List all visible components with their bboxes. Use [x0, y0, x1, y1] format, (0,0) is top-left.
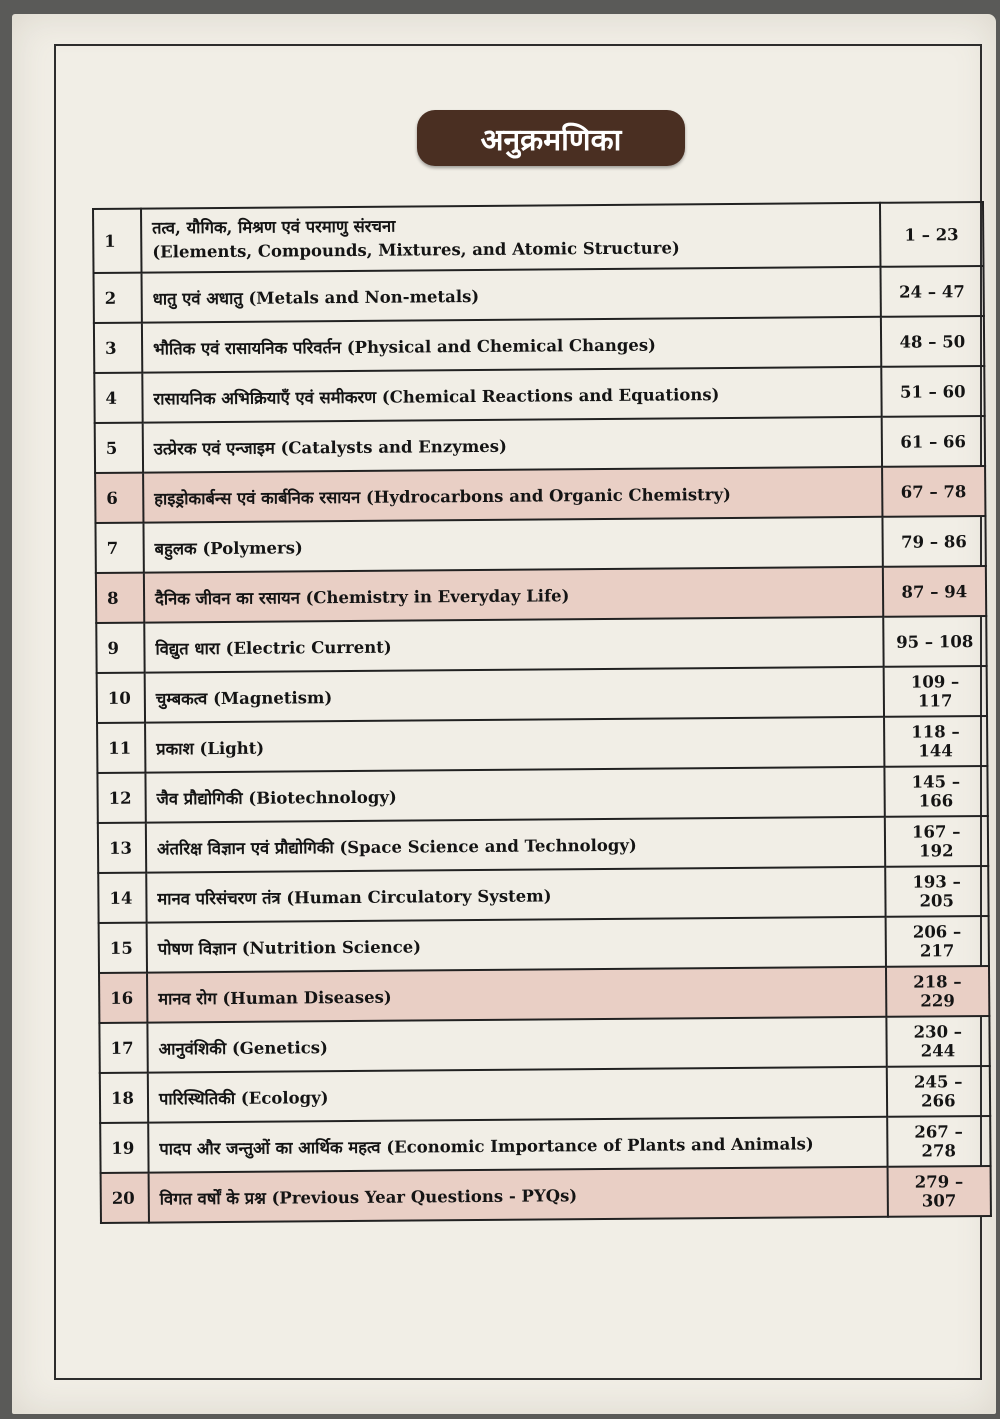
- table-row: [99, 916, 989, 973]
- page-range: 95 – 108: [883, 616, 987, 667]
- chapter-title: हाइड्रोकार्बन्स एवं कार्बनिक रसायन (Hydrocarbons and Organic Chemistry): [143, 467, 882, 523]
- chapter-title: [141, 203, 880, 273]
- chapter-number: 2: [94, 273, 142, 323]
- page-range: 230 – 244: [886, 1016, 990, 1067]
- page-range: 48 – 50: [880, 316, 984, 367]
- chapter-number: 9: [96, 623, 144, 673]
- page-range: 245 – 266: [886, 1066, 990, 1117]
- table-row: [97, 716, 987, 773]
- chapter-title: रासायनिक अभिक्रियाएँ एवं समीकरण (Chemical Reactions and Equations): [142, 367, 881, 423]
- chapter-title: विद्युत धारा (Electric Current): [144, 617, 883, 673]
- page-range: 109 – 117: [883, 666, 987, 717]
- table-row: [100, 1116, 990, 1173]
- page-title: अनुक्रमणिका: [417, 110, 685, 166]
- page-range: 218 – 229: [886, 966, 990, 1017]
- chapter-title: अंतरिक्ष विज्ञान एवं प्रौद्योगिकी (Space Science and Technology): [146, 817, 885, 873]
- book-page: [12, 14, 996, 1414]
- chapter-number: 10: [97, 673, 145, 723]
- page-range: 67 – 78: [882, 466, 986, 517]
- table-row-highlighted: [95, 466, 985, 523]
- table-row: [96, 616, 986, 673]
- table-row-highlighted: [101, 1166, 991, 1223]
- chapter-title: पादप और जन्तुओं का आर्थिक महत्व (Economic Importance of Plants and Animals): [148, 1117, 887, 1173]
- page-range: 79 – 86: [882, 516, 986, 567]
- table-row: [97, 666, 987, 723]
- table-row: [95, 516, 985, 573]
- chapter-number: 11: [97, 723, 145, 773]
- chapter-number: 1: [93, 209, 141, 273]
- chapter-title-english: (Elements, Compounds, Mixtures, and Atomic Structure): [152, 238, 680, 262]
- page-range: 167 – 192: [884, 816, 988, 867]
- chapter-title: दैनिक जीवन का रसायन (Chemistry in Everyday Life): [144, 567, 883, 623]
- chapter-title: मानव रोग (Human Diseases): [147, 967, 886, 1023]
- chapter-title: धातु एवं अधातु (Metals and Non-metals): [141, 267, 880, 323]
- chapter-number: 7: [95, 523, 143, 573]
- page-range: 118 – 144: [884, 716, 988, 767]
- chapter-title: बहुलक (Polymers): [143, 517, 882, 573]
- chapter-title: आनुवंशिकी (Genetics): [147, 1017, 886, 1073]
- chapter-title-hindi: तत्व, यौगिक, मिश्रण एवं परमाणु संरचना: [152, 216, 396, 238]
- chapter-number: 12: [97, 773, 145, 823]
- chapter-number: 4: [94, 373, 142, 423]
- chapter-number: 18: [100, 1073, 148, 1123]
- table-row: [98, 816, 988, 873]
- chapter-number: 20: [101, 1173, 149, 1223]
- chapter-title: पारिस्थितिकी (Ecology): [148, 1067, 887, 1123]
- table-row-highlighted: [99, 966, 989, 1023]
- page-range: 145 – 166: [884, 766, 988, 817]
- table-row: [97, 766, 987, 823]
- table-row: [95, 416, 985, 473]
- chapter-number: 15: [99, 923, 147, 973]
- page-range: 267 – 278: [887, 1116, 991, 1167]
- table-row: [94, 316, 984, 373]
- table-row: [94, 266, 984, 323]
- chapter-title: विगत वर्षों के प्रश्न (Previous Year Questions - PYQs): [149, 1167, 888, 1223]
- chapter-number: 16: [99, 973, 147, 1023]
- chapter-number: 6: [95, 473, 143, 523]
- page-range: 24 – 47: [880, 266, 984, 317]
- chapter-number: 3: [94, 323, 142, 373]
- table-row: [98, 866, 988, 923]
- chapter-number: 8: [96, 573, 144, 623]
- chapter-title: प्रकाश (Light): [145, 717, 884, 773]
- page-range: 206 – 217: [885, 916, 989, 967]
- chapter-title: जैव प्रौद्योगिकी (Biotechnology): [145, 767, 884, 823]
- table-row: [94, 366, 984, 423]
- chapter-number: 13: [98, 823, 146, 873]
- chapter-number: 19: [100, 1123, 148, 1173]
- page-range: 279 – 307: [887, 1166, 991, 1217]
- page-range: 61 – 66: [881, 416, 985, 467]
- table-row-highlighted: [96, 566, 986, 623]
- chapter-title: पोषण विज्ञान (Nutrition Science): [147, 917, 886, 973]
- table-row: [99, 1016, 989, 1073]
- page-range: 1 – 23: [880, 202, 984, 267]
- contents-table: [92, 201, 992, 1224]
- page-range: 51 – 60: [881, 366, 985, 417]
- page-range: 87 – 94: [882, 566, 986, 617]
- chapter-title: उत्प्रेरक एवं एन्जाइम (Catalysts and Enzymes): [143, 417, 882, 473]
- chapter-number: 14: [98, 873, 146, 923]
- chapter-number: 17: [99, 1023, 147, 1073]
- table-row: [100, 1066, 990, 1123]
- chapter-title: भौतिक एवं रासायनिक परिवर्तन (Physical and Chemical Changes): [142, 317, 881, 373]
- table-row: [93, 202, 983, 273]
- chapter-title: चुम्बकत्व (Magnetism): [145, 667, 884, 723]
- chapter-title: मानव परिसंचरण तंत्र (Human Circulatory System): [146, 867, 885, 923]
- page-range: 193 – 205: [885, 866, 989, 917]
- chapter-number: 5: [95, 423, 143, 473]
